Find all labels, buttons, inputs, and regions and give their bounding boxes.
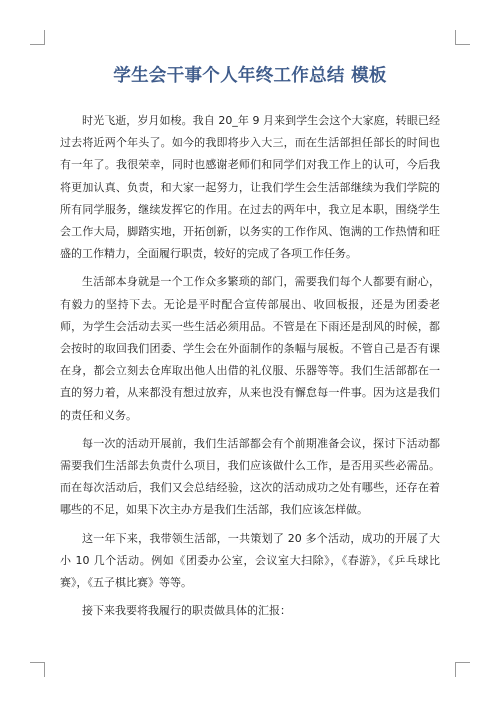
paragraph-4: 这一年下来，我带领生活部，一共策划了 20 多个活动，成功的开展了大小 10 几个活动。例如《团委办公室，会议室大扫除》，《春游》，《乒乓球比赛》，《五子棋比赛》等等。 [60,531,440,590]
crop-mark-top-right [455,30,470,45]
paragraph-1: 时光飞逝，岁月如梭。我自 20_年 9 月来到学生会这个大家庭，转眼已经过去将近两个年头了。如今的我即将步入大三，而在生活部担任部长的时间也有一年了。我很荣幸，同时也感谢老师们和同学们对我工作上的认可，今后我将更加认真、负责，和大家一起努力，让我们学生会生活部继续为我们学院的所有同学服务，继续发挥它的作用。在过去的两年中，我立足本职，围绕学生会工作大局，脚踏实地，开拓创新，以务实的工作作风、饱满的工作热情和旺盛的工作精力，全面履行职责，较好的完成了各项工作任务。 [60,114,440,261]
crop-mark-bottom-left [30,662,45,677]
crop-mark-top-left [30,30,45,45]
paragraph-3: 每一次的活动开展前，我们生活部都会有个前期准备会议，探讨下活动都需要我们生活部去负责什么项目，我们应该做什么工作，是否用买些必需品。而在每次活动后，我们又会总结经验，这次的活动成功之处有哪些，还存在着哪些的不足，如果下次主办方是我们生活部，我们应该怎样做。 [60,436,440,517]
paragraph-2: 生活部本身就是一个工作众多繁琐的部门，需要我们每个人都要有耐心，有毅力的坚持下去。无论是平时配合宣传部展出、收回板报，还是为团委老师，为学生会活动去买一些生活必须用品。不管是在下雨还是刮风的时候，都会按时的取回我们团委、学生会在外面制作的条幅与展板。不管自己是否有课在身，都会立刻去仓库取出他人出借的礼仪服、乐器等等。我们生活部都在一直的努力着，从来都没有想过放弃，从来也没有懈怠每一件事。因为这是我们的责任和义务。 [60,275,440,422]
document-body [60,110,440,628]
paragraph-5: 接下来我要将我履行的职责做具体的汇报： [82,604,291,618]
crop-mark-bottom-right [455,662,470,677]
document-title: 学生会干事个人年终工作总结 模板 [113,66,387,86]
